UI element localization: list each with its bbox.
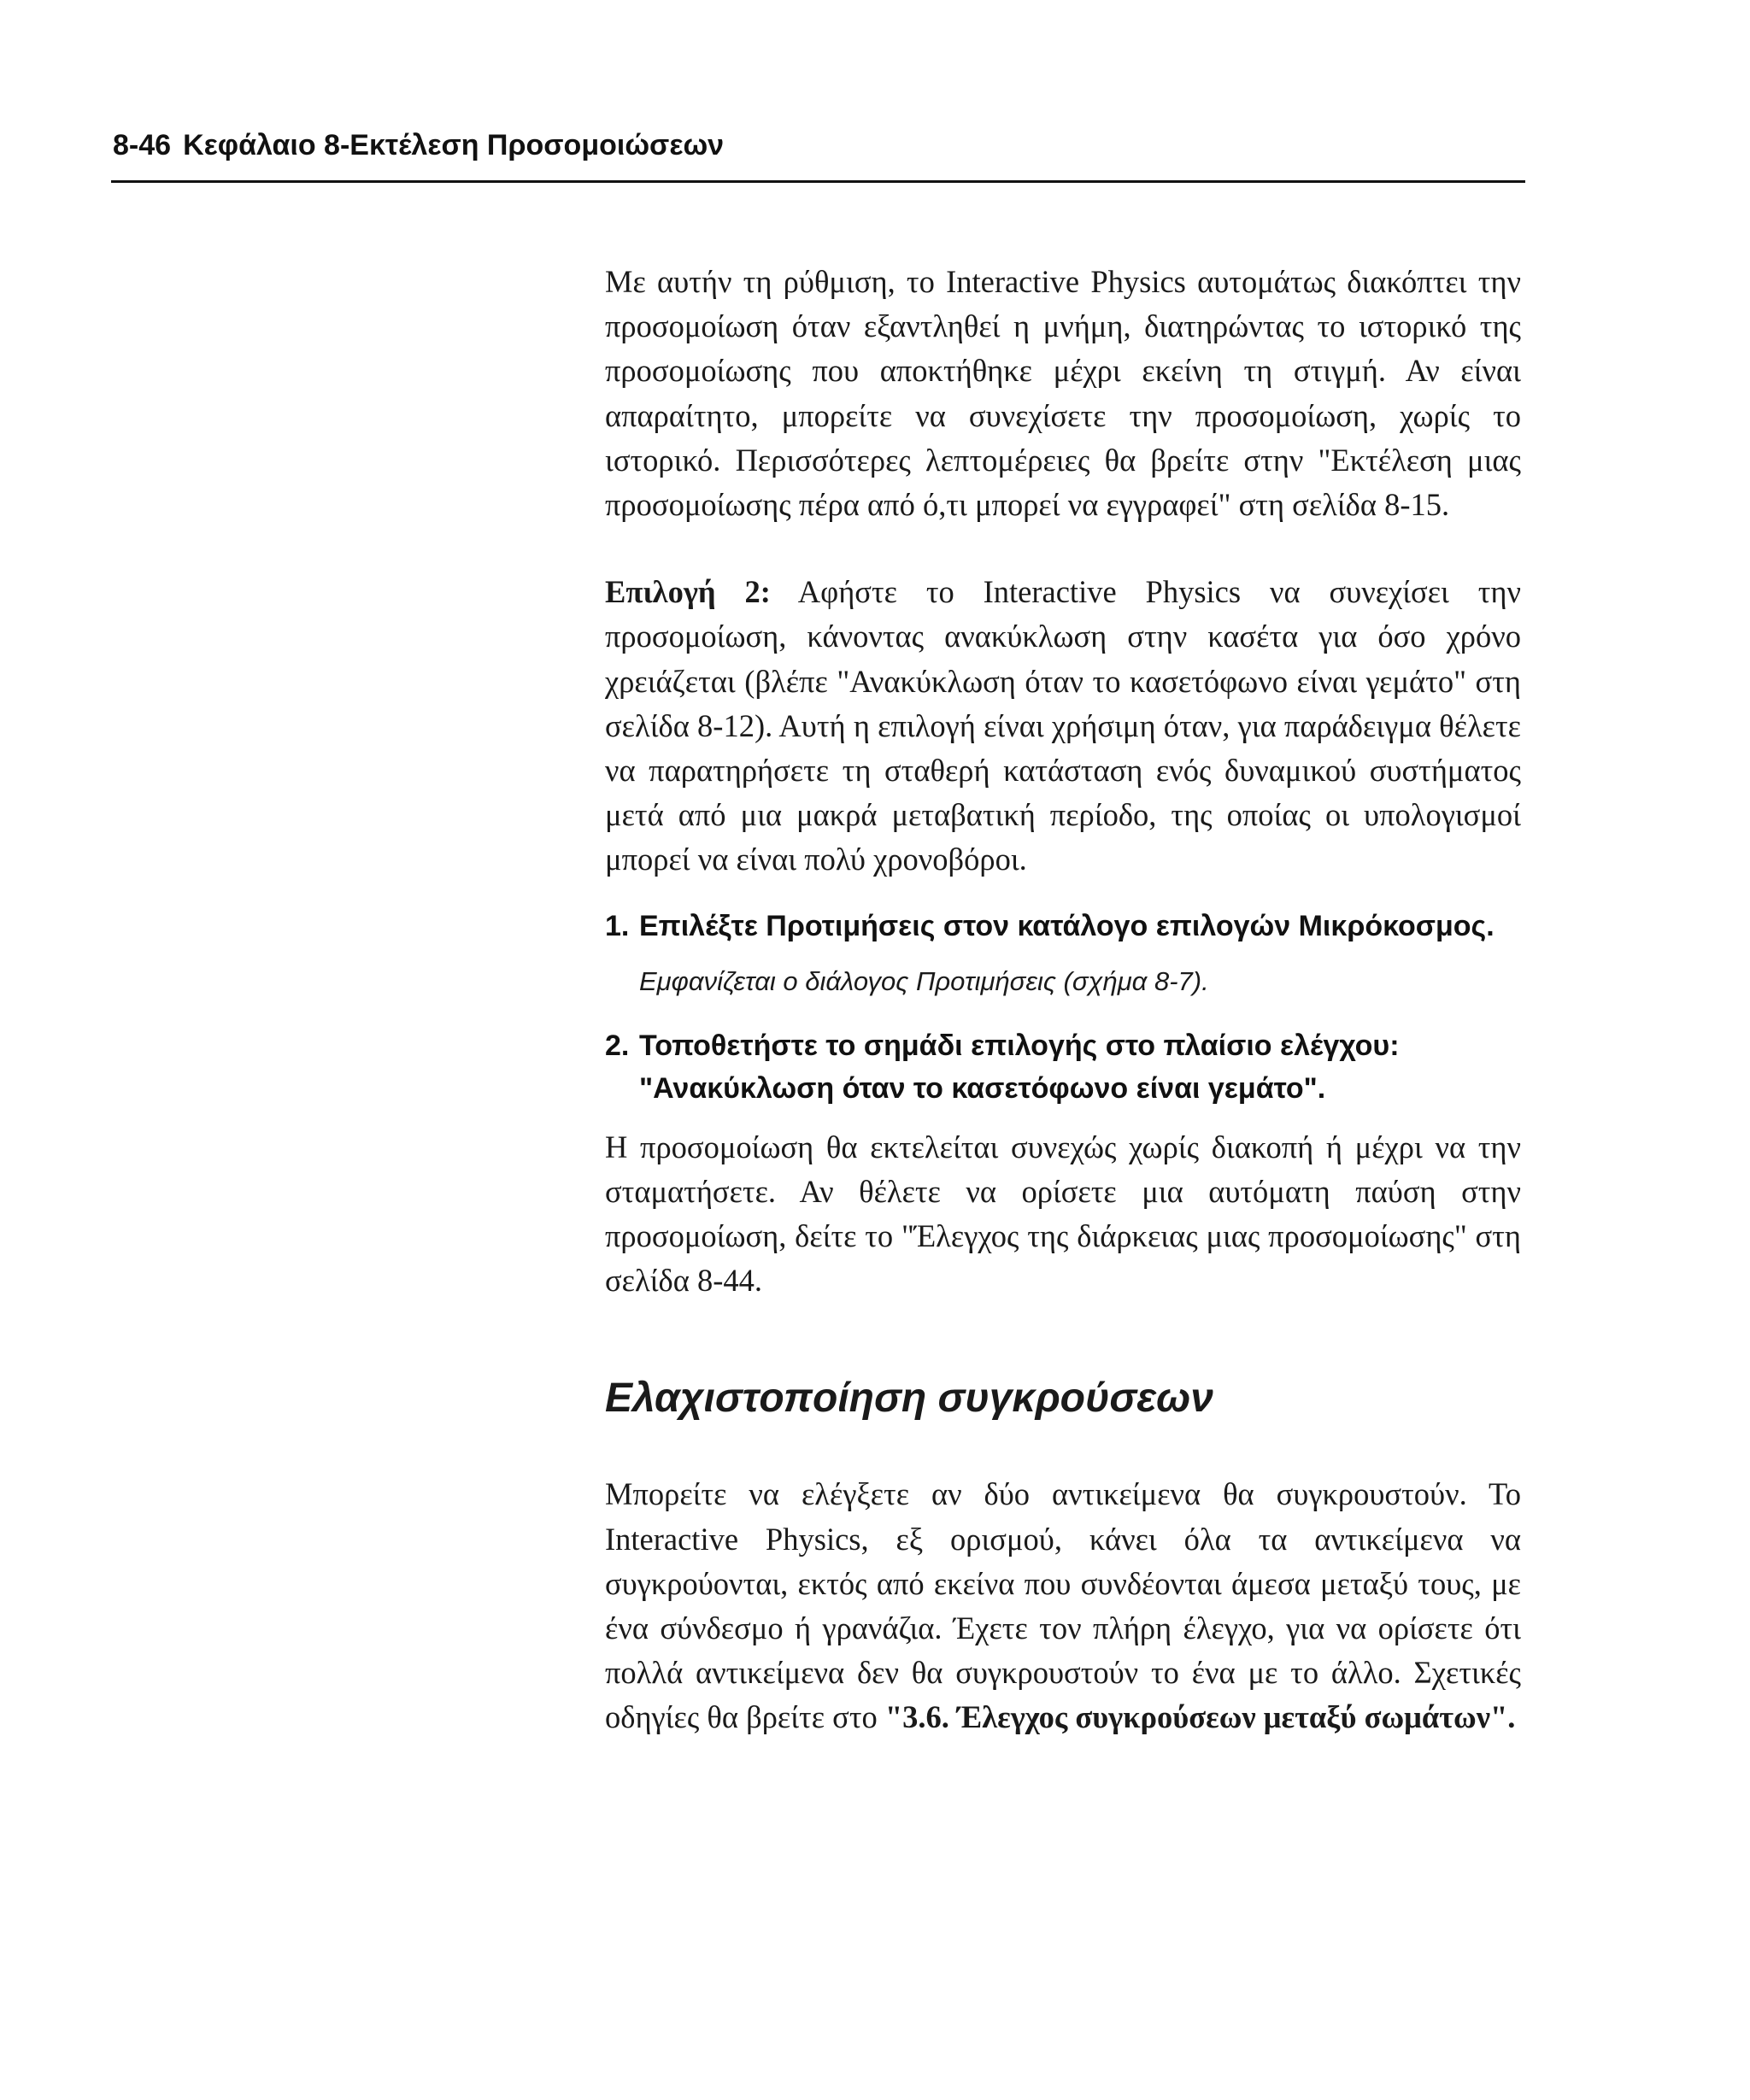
step-1-number: 1. <box>605 909 630 942</box>
step-2-text: Τοποθετήστε το σημάδι επιλογής στο πλαίσιο ελέγχου: "Ανακύκλωση όταν το κασετόφωνο είναι γεμάτο". <box>639 1029 1400 1105</box>
paragraph-option-2 <box>605 570 1521 882</box>
collisions-reference: "3.6. Έλεγχος συγκρούσεων μεταξύ σωμάτων". <box>884 1699 1516 1735</box>
paragraph-continuous-run: Η προσομοίωση θα εκτελείται συνεχώς χωρίς διακοπή ή μέχρι να την σταματήσετε. Αν θέλετε να ορίσετε μια αυτόματη παύση στην προσομοίωση, δείτε το "Έλεγχος της διάρκειας μιας προσομοίωσης" στη σελίδα 8-44. <box>605 1129 1521 1299</box>
step-2-number: 2. <box>605 1029 630 1062</box>
step-1-text: Επιλέξτε Προτιμήσεις στον κατάλογο επιλογών Μικρόκοσμος. <box>639 909 1495 942</box>
paragraph-memory-setting: Με αυτήν τη ρύθμιση, το Interactive Physics αυτομάτως διακόπτει την προσομοίωση όταν εξαντληθεί η μνήμη, διατηρώντας το ιστορικό της προσομοίωσης που αποκτήθηκε μέχρι εκείνη τη στιγμή. Αν είναι απαραίτητο, μπορείτε να συνεχίσετε την προσομοίωση, χωρίς το ιστορικό. Περισσότερες λεπτομέρειες θα βρείτε στην "Εκτέλεση μιας προσομοίωσης πέρα από ό,τι μπορεί να εγγραφεί" στη σελίδα 8-15. <box>605 264 1521 523</box>
paragraph-collisions <box>605 1472 1521 1739</box>
step-1 <box>605 905 1521 947</box>
page-number: 8-46 <box>113 129 172 161</box>
collisions-text: Μπορείτε να ελέγξετε αν δύο αντικείμενα θα συγκρουστούν. Το Interactive Physics, εξ ορισμού, κάνει όλα τα αντικείμενα να συγκρούονται, εκτός από εκείνα που συνδέονται άμεσα μεταξύ τους, με ένα σύνδεσμο ή γρανάζια. Έχετε τον πλήρη έλεγχο, για να ορίσετε ότι πολλά αντικείμενα δεν θα συγκρουστούν το ένα με το άλλο. Σχετικές οδηγίες θα βρείτε στο <box>605 1476 1521 1735</box>
chapter-title: Κεφάλαιο 8-Εκτέλεση Προσομοιώσεων <box>183 129 725 161</box>
step-1-result: Εμφανίζεται ο διάλογος Προτιμήσεις (σχήμα 8-7). <box>639 965 1209 996</box>
header-rule <box>111 180 1525 183</box>
running-header <box>113 126 1523 164</box>
section-heading: Ελαχιστοποίηση συγκρούσεων <box>605 1376 1213 1422</box>
option-2-label: Επιλογή 2: <box>605 574 771 610</box>
main-content <box>605 260 1521 1740</box>
step-2 <box>605 1024 1521 1110</box>
option-2-text: Αφήστε το Interactive Physics να συνεχίσει την προσομοίωση, κάνοντας ανακύκλωση στην κασέτα για όσο χρόνο χρειάζεται (βλέπε "Ανακύκλωση όταν το κασετόφωνο είναι γεμάτο" στη σελίδα 8-12). Αυτή η επιλογή είναι χρήσιμη όταν, για παράδειγμα θέλετε να παρατηρήσετε τη σταθερή κατάσταση ενός δυναμικού συστήματος μετά από μια μακρά μεταβατική περίοδο, της οποίας οι υπολογισμοί μπορεί να είναι πολύ χρονοβόροι. <box>605 574 1521 877</box>
